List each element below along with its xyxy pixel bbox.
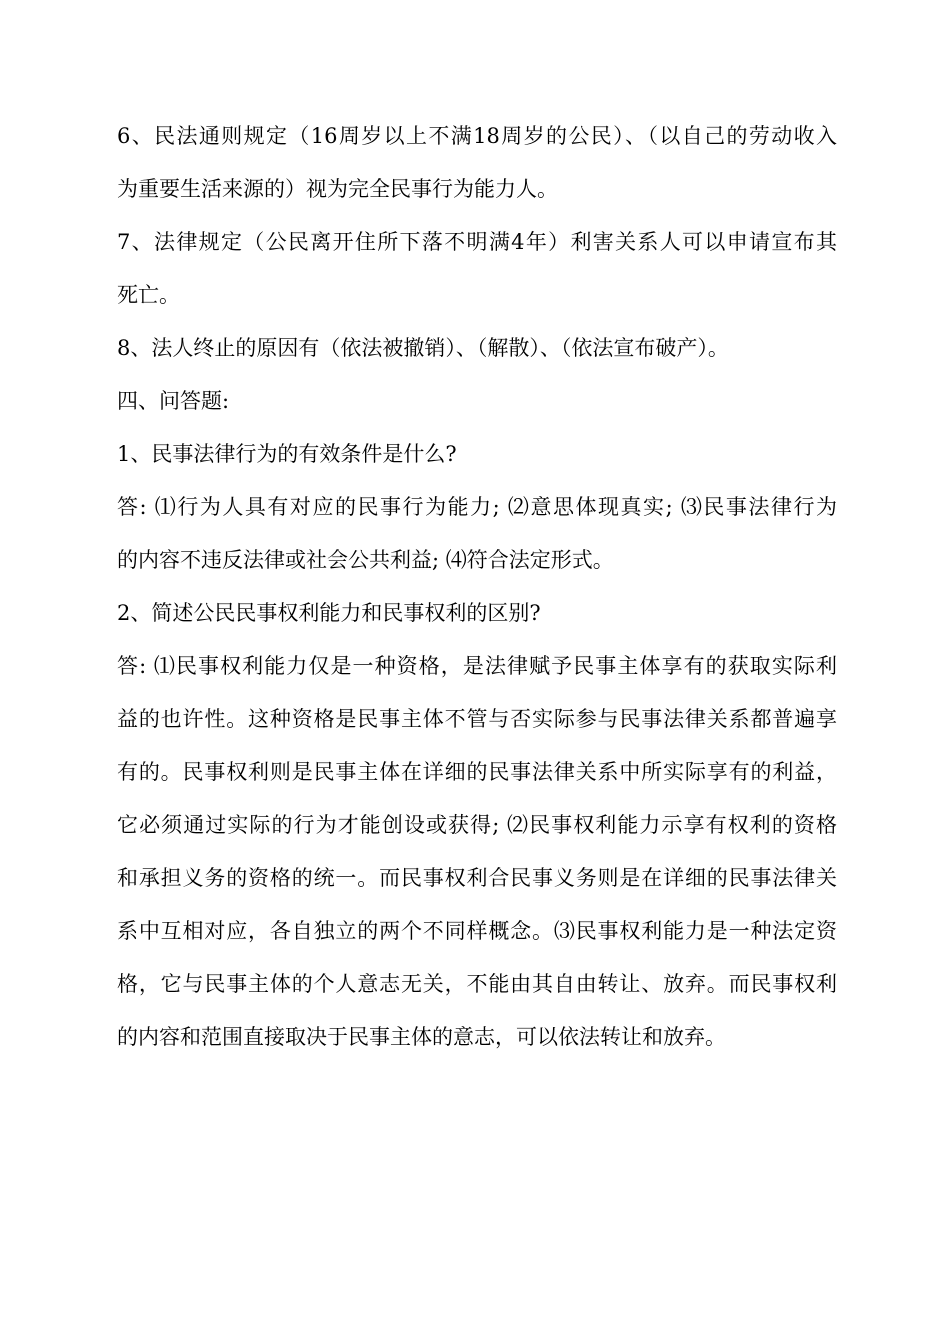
answer-1-line-1: 答: ⑴行为人具有对应的民事行为能力; ⑵意思体现真实; ⑶民事法律行为 bbox=[117, 495, 837, 519]
answer-2-line-2: 益的也许性。这种资格是民事主体不管与否实际参与民事法律关系都普遍享 bbox=[117, 707, 837, 731]
answer-2-line-3: 有的。民事权利则是民事主体在详细的民事法律关系中所实际享有的利益， bbox=[117, 760, 837, 784]
section-heading: 四、问答题: bbox=[117, 389, 230, 413]
answer-2-line-4: 它必须通过实际的行为才能创设或获得; ⑵民事权利能力示享有权利的资格 bbox=[117, 813, 837, 837]
answer-2-line-7: 格，它与民事主体的个人意志无关，不能由其自由转让、放弃。而民事权利 bbox=[117, 972, 837, 996]
answer-1-line-2: 的内容不违反法律或社会公共利益; ⑷符合法定形式。 bbox=[117, 548, 614, 572]
text-line-item-8: 8、法人终止的原因有（依法被撤销）、（解散）、（依法宣布破产）。 bbox=[117, 336, 729, 360]
question-2: 2、简述公民民事权利能力和民事权利的区别? bbox=[117, 601, 541, 625]
answer-2-line-1: 答: ⑴民事权利能力仅是一种资格，是法律赋予民事主体享有的获取实际利 bbox=[117, 654, 837, 678]
text-line-item-6-part-2: 为重要生活来源的）视为完全民事行为能力人。 bbox=[117, 177, 558, 201]
answer-2-line-8: 的内容和范围直接取决于民事主体的意志，可以依法转让和放弃。 bbox=[117, 1025, 726, 1049]
question-1: 1、民事法律行为的有效条件是什么? bbox=[117, 442, 457, 466]
text-line-item-7-part-1: 7、法律规定（公民离开住所下落不明满4年）利害关系人可以申请宣布其 bbox=[117, 230, 837, 254]
answer-2-line-6: 系中互相对应，各自独立的两个不同样概念。⑶民事权利能力是一种法定资 bbox=[117, 919, 837, 943]
text-line-item-6-part-1: 6、民法通则规定（16周岁以上不满18周岁的公民）、（以自己的劳动收入 bbox=[117, 124, 837, 148]
text-line-item-7-part-2: 死亡。 bbox=[117, 283, 180, 307]
answer-2-line-5: 和承担义务的资格的统一。而民事权利合民事义务则是在详细的民事法律关 bbox=[117, 866, 837, 890]
